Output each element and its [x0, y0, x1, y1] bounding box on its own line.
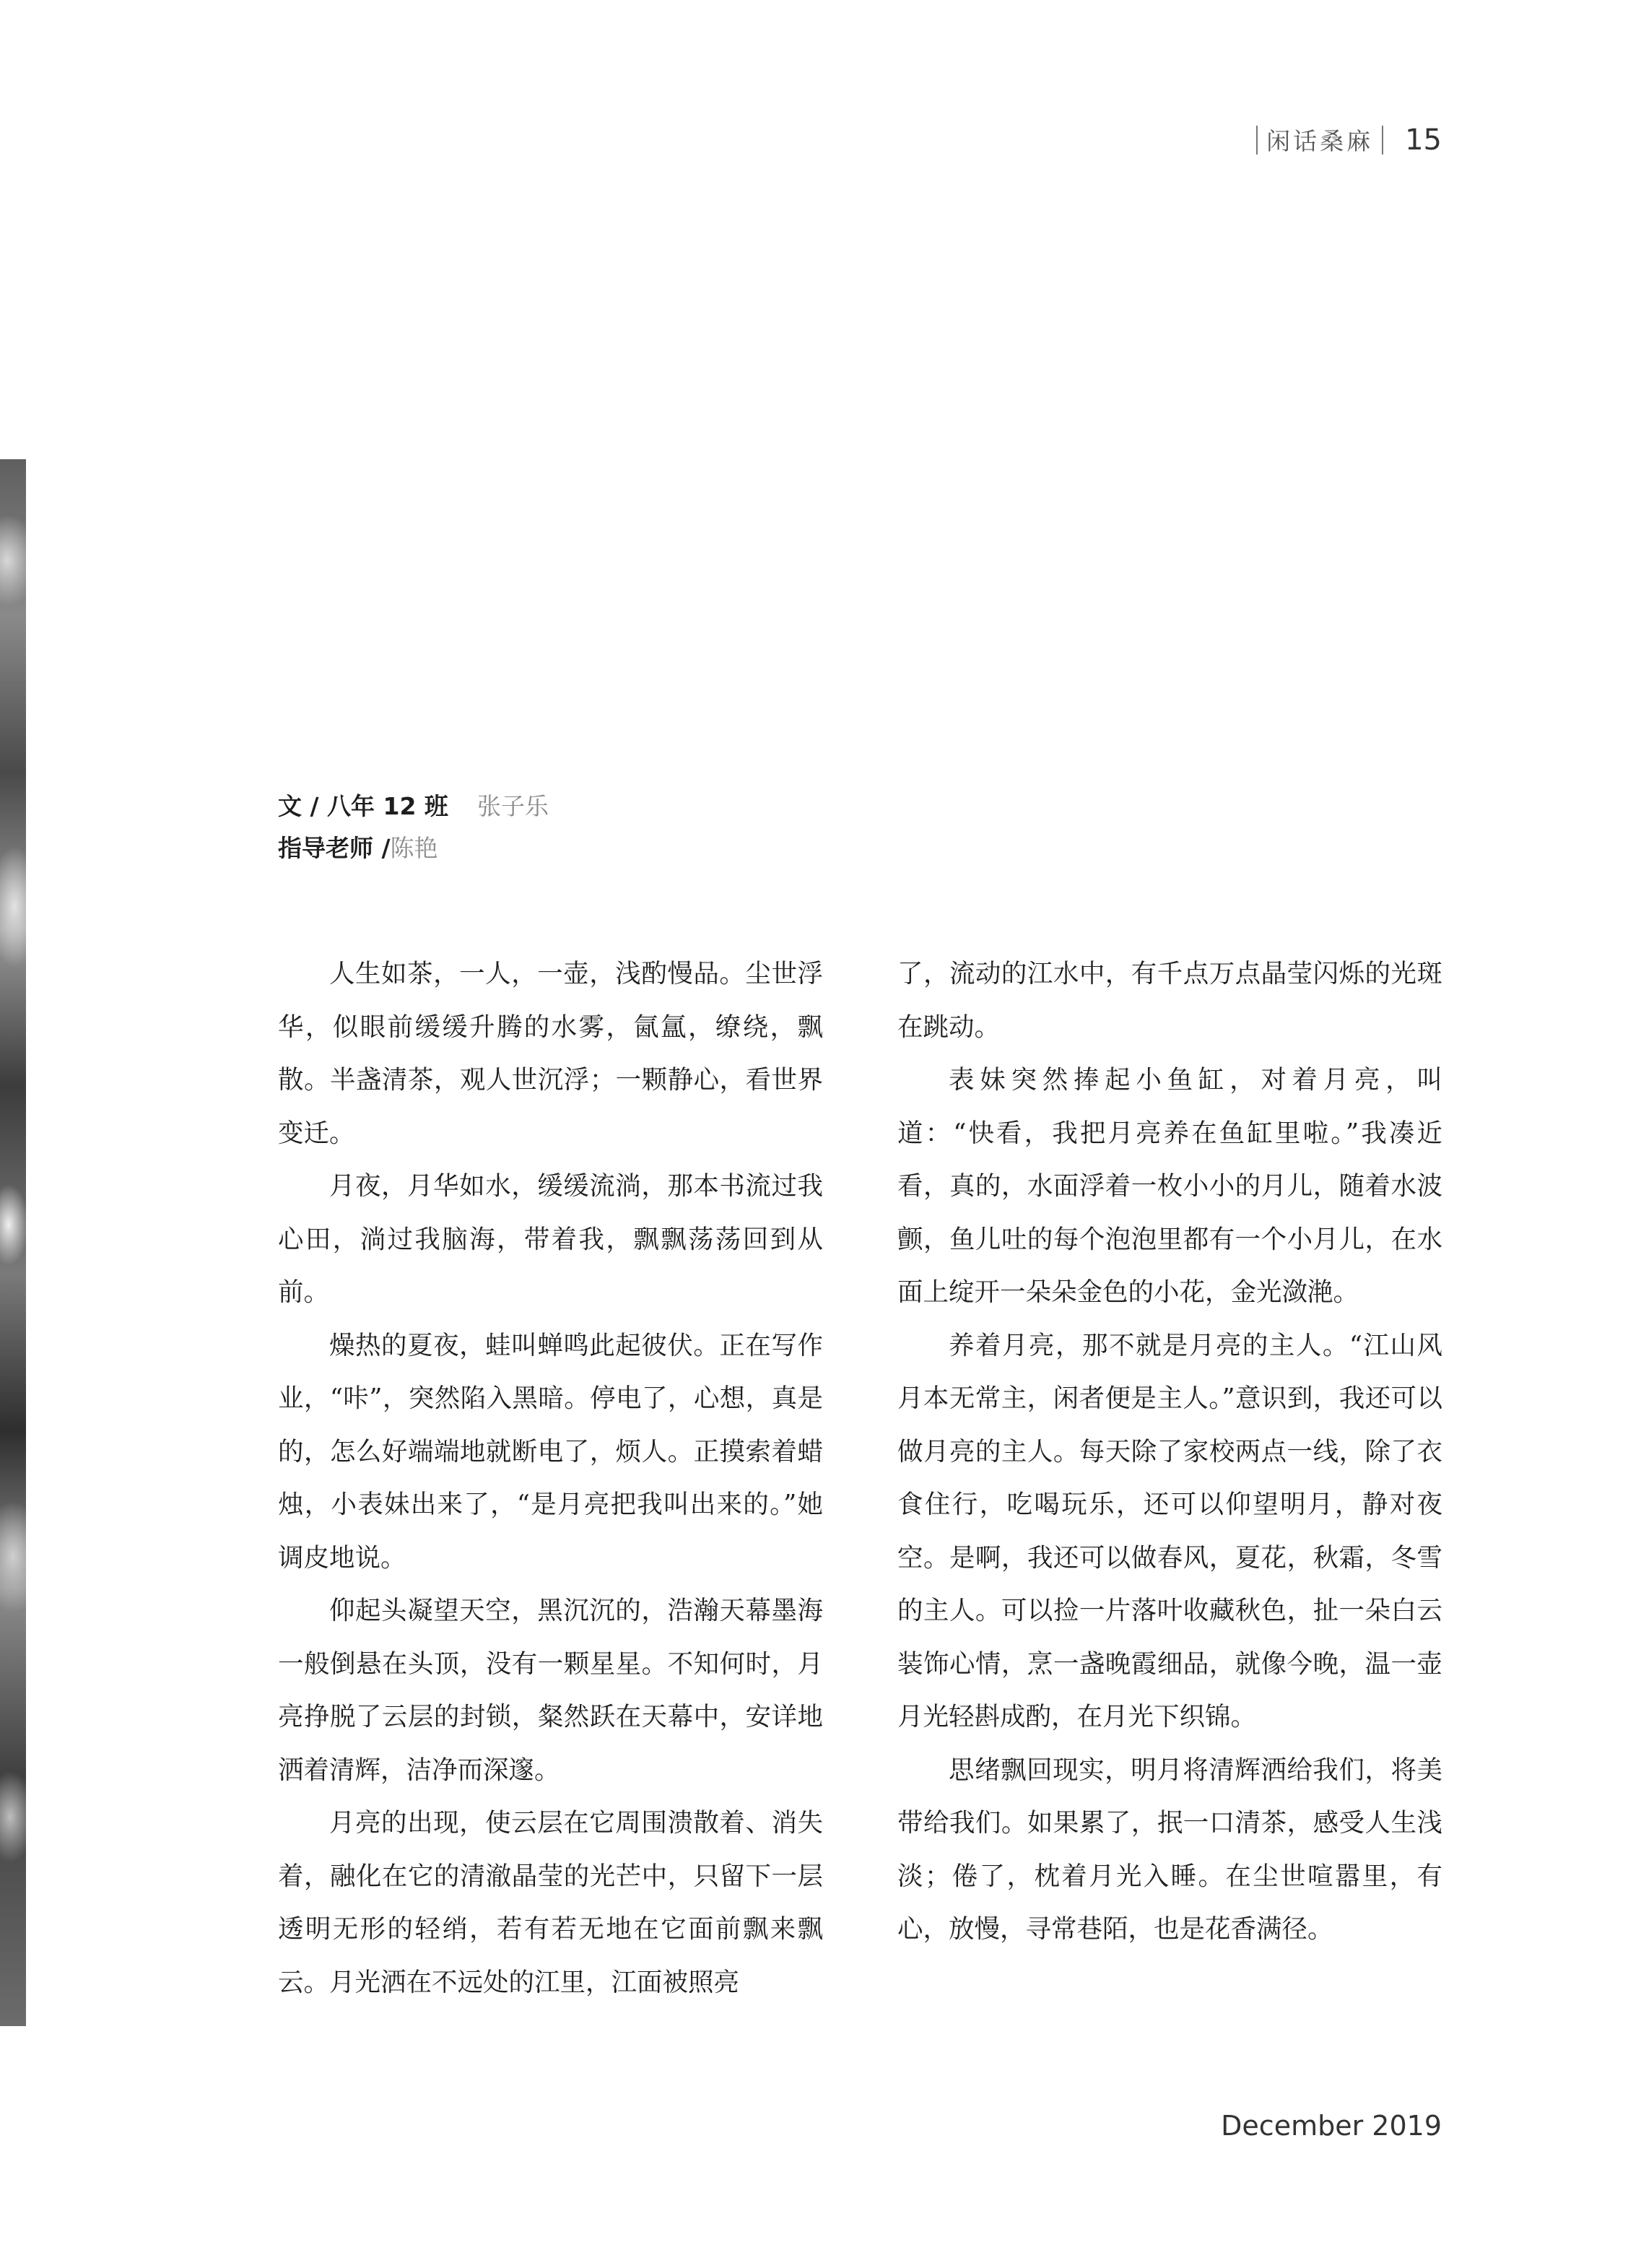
- header-divider-right: [1382, 126, 1383, 155]
- paragraph-continuation: 了，流动的江水中，有千点万点晶莹闪烁的光斑在跳动。: [897, 959, 1442, 1042]
- article-left-column: [278, 947, 823, 2009]
- author-name: 张子乐: [476, 792, 549, 820]
- teacher-label: 指导老师 /: [278, 834, 391, 862]
- article-right-column: [897, 947, 1442, 1956]
- paragraph: 表妹突然捧起小鱼缸，对着月亮，叫道：“快看，我把月亮养在鱼缸里啦。”我凑近看，真的，水面浮着一枚小小的月儿，随着水波颤，鱼儿吐的每个泡泡里都有一个小月儿，在水面上绽开一朵朵金色的小花，金光潋滟。: [897, 1065, 1442, 1307]
- author-line: [278, 786, 549, 827]
- paragraph: 人生如茶，一人，一壶，浅酌慢品。尘世浮华，似眼前缓缓升腾的水雾，氤氲，缭绕，飘散。半盏清茶，观人世沉浮；一颗静心，看世界变迁。: [278, 959, 823, 1148]
- paragraph: 仰起头凝望天空，黑沉沉的，浩瀚天幕墨海一般倒悬在头顶，没有一颗星星。不知何时，月亮挣脱了云层的封锁，粲然跃在天幕中，安详地洒着清辉，洁净而深邃。: [278, 1596, 823, 1785]
- paragraph: 思绪飘回现实，明月将清辉洒给我们，将美带给我们。如果累了，抿一口清茶，感受人生浅淡；倦了，枕着月光入睡。在尘世喧嚣里，有心，放慢，寻常巷陌，也是花香满径。: [897, 1755, 1442, 1944]
- teacher-line: [278, 827, 549, 869]
- page-number: 15: [1405, 123, 1442, 157]
- paragraph: 月夜，月华如水，缓缓流淌，那本书流过我心田，淌过我脑海，带着我，飘飘荡荡回到从前。: [278, 1171, 823, 1307]
- running-header: [1256, 123, 1442, 157]
- teacher-name: 陈艳: [390, 834, 438, 862]
- side-photo-strip: [0, 459, 26, 2026]
- paragraph: 燥热的夏夜，蛙叫蝉鸣此起彼伏。正在写作业，“咔”，突然陷入黑暗。停电了，心想，真是的，怎么好端端地就断电了，烦人。正摸索着蜡烛，小表妹出来了，“是月亮把我叫出来的。”她调皮地说。: [278, 1330, 823, 1573]
- paragraph: 养着月亮，那不就是月亮的主人。“江山风月本无常主，闲者便是主人。”意识到，我还可以做月亮的主人。每天除了家校两点一线，除了衣食住行，吃喝玩乐，还可以仰望明月，静对夜空。是啊，我还可以做春风，夏花，秋霜，冬雪的主人。可以捡一片落叶收藏秋色，扯一朵白云装饰心情，烹一盏晚霞细品，就像今晚，温一壶月光轻斟成酌，在月光下织锦。: [897, 1330, 1442, 1732]
- author-label: 文 / 八年 12 班: [278, 792, 448, 820]
- section-title: 闲话桑麻: [1266, 127, 1374, 155]
- paragraph: 月亮的出现，使云层在它周围溃散着、消失着，融化在它的清澈晶莹的光芒中，只留下一层透明无形的轻绡，若有若无地在它面前飘来飘云。月光洒在不远处的江里，江面被照亮: [278, 1808, 823, 1997]
- byline: [278, 786, 549, 869]
- issue-date: December 2019: [1221, 2110, 1442, 2142]
